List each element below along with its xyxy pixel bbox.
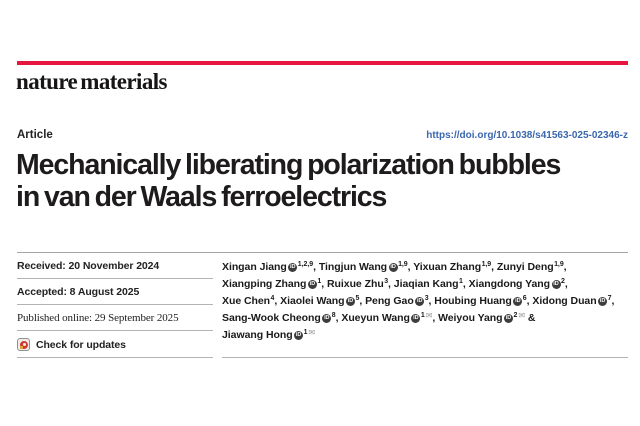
author-separator: , <box>563 261 567 273</box>
orcid-icon[interactable]: iD <box>295 332 302 338</box>
author-affiliation-superscript: 2 <box>561 278 565 285</box>
author-name: Tingjun Wang <box>318 261 388 273</box>
author-separator: , <box>388 278 394 290</box>
author-name: Peng Gao <box>365 295 414 307</box>
author-name: Jiawang Hong <box>222 329 293 341</box>
published-online-date: Published online: 29 September 2025 <box>17 305 213 331</box>
author-name: Xidong Duan <box>532 295 597 307</box>
author-affiliation-superscript: 2 <box>513 312 518 319</box>
orcid-icon[interactable]: iD <box>413 315 419 321</box>
author-name: Weiyou Yang <box>438 312 503 324</box>
publication-history <box>17 253 213 358</box>
article-bar <box>17 129 628 141</box>
author-affiliation-superscript: 1,9 <box>481 261 492 268</box>
author-affiliation-superscript: 3 <box>384 278 389 285</box>
author-list <box>222 253 628 358</box>
author-name: Xiangdong Yang <box>468 278 550 290</box>
orcid-icon[interactable]: iD <box>553 281 559 287</box>
author-line <box>222 259 628 276</box>
author-name: Ruixue Zhu <box>327 278 384 290</box>
author-line <box>222 293 628 310</box>
author-affiliation-superscript: 1 <box>317 278 322 285</box>
author-name: Xingan Jiang <box>222 261 287 273</box>
author-affiliation-superscript: 5 <box>355 295 360 302</box>
article-type-label: Article <box>17 129 53 141</box>
author-affiliation-superscript: 1,9 <box>398 261 408 268</box>
check-for-updates-badge[interactable] <box>17 331 213 358</box>
orcid-icon[interactable]: iD <box>515 298 521 304</box>
email-icon[interactable]: ✉ <box>308 328 316 337</box>
author-line <box>222 327 628 344</box>
author-separator: , <box>359 295 366 307</box>
article-title <box>16 149 630 213</box>
author-line <box>222 276 628 293</box>
author-affiliation-superscript: 1 <box>420 312 425 319</box>
author-separator: , <box>611 295 615 307</box>
crossmark-icon <box>17 338 30 351</box>
author-separator: , <box>313 261 319 273</box>
author-affiliation-superscript: 6 <box>522 295 527 302</box>
article-title-line-2: in van der Waals ferroelectrics <box>16 181 387 213</box>
orcid-icon[interactable]: iD <box>347 298 354 304</box>
author-affiliation-superscript: 8 <box>331 312 336 319</box>
orcid-icon[interactable]: iD <box>290 264 296 270</box>
author-name: Xue Chen <box>222 295 271 307</box>
author-affiliation-superscript: 1 <box>303 329 308 336</box>
meta-section <box>17 252 628 358</box>
author-separator: , <box>462 278 469 290</box>
author-name: Houbing Huang <box>434 295 512 307</box>
author-separator: , <box>407 261 414 273</box>
author-affiliation-superscript: 3 <box>424 295 429 302</box>
email-icon[interactable]: ✉ <box>518 311 526 320</box>
author-affiliation-superscript: 4 <box>270 295 275 302</box>
author-separator: , <box>321 278 328 290</box>
author-name: Zunyi Deng <box>496 261 554 273</box>
orcid-icon[interactable]: iD <box>309 281 316 287</box>
author-separator: , <box>526 295 533 307</box>
author-name: Jiaqian Kang <box>393 278 459 290</box>
author-separator: , <box>274 295 281 307</box>
author-separator: , <box>491 261 497 273</box>
author-name: Yixuan Zhang <box>413 261 482 273</box>
author-separator: , <box>564 278 568 290</box>
author-affiliation-superscript: 1,2,9 <box>297 261 314 268</box>
received-date: Received: 20 November 2024 <box>17 253 213 279</box>
author-affiliation-superscript: 1,9 <box>554 261 564 268</box>
orcid-icon[interactable]: iD <box>599 298 606 304</box>
author-name: Xiangping Zhang <box>222 278 307 290</box>
author-separator: , <box>335 312 342 324</box>
author-line <box>222 310 628 327</box>
author-name: Xiaolei Wang <box>280 295 345 307</box>
journal-name: nature materials <box>16 69 167 94</box>
orcid-icon[interactable]: iD <box>416 298 423 304</box>
author-affiliation-superscript: 1 <box>459 278 463 285</box>
check-for-updates-label: Check for updates <box>36 338 126 351</box>
email-icon[interactable]: ✉ <box>425 311 433 320</box>
author-name: Sang-Wook Cheong <box>222 312 321 324</box>
author-name: Xueyun Wang <box>341 312 410 324</box>
author-separator: & <box>525 312 536 324</box>
accepted-date: Accepted: 8 August 2025 <box>17 279 213 305</box>
doi-link[interactable]: https://doi.org/10.1038/s41563-025-02346-z <box>426 130 628 141</box>
author-separator: , <box>432 312 439 324</box>
author-affiliation-superscript: 7 <box>607 295 612 302</box>
crossmark-corner <box>20 346 23 349</box>
author-separator: , <box>428 295 435 307</box>
orcid-icon[interactable]: iD <box>324 315 330 321</box>
article-title-line-1: Mechanically liberating polarization bubbles <box>16 149 561 181</box>
orcid-icon[interactable]: iD <box>390 264 396 270</box>
masthead-red-rule <box>17 61 628 65</box>
orcid-icon[interactable]: iD <box>505 315 512 321</box>
